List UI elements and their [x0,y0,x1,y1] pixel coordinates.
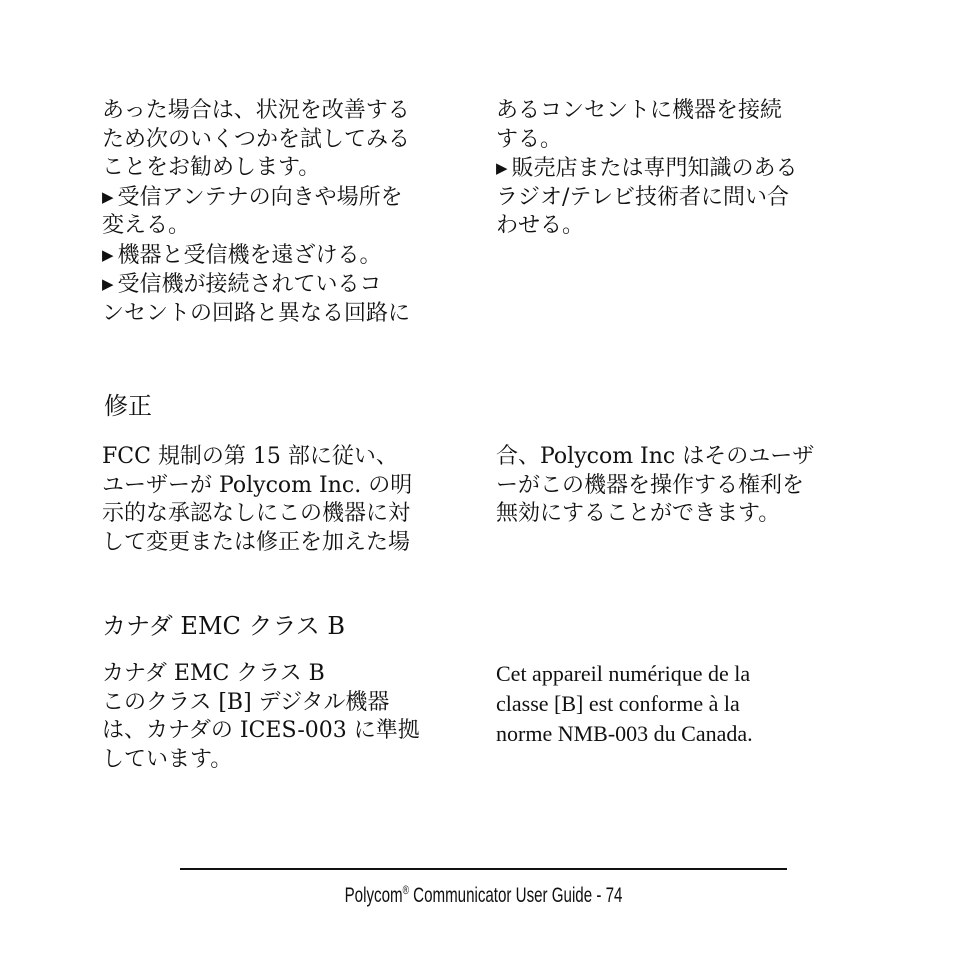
text-line: は、カナダの ICES-003 に準拠 [102,718,420,743]
text-line: ユーザーが Polycom Inc. の明 [102,472,413,498]
bullet-text: 機器と受信機を遠ざける。 [117,242,382,268]
text-line: このクラス [B] デジタル機器 [102,689,390,715]
modifications-right-column [496,443,814,529]
bullet-item [102,270,410,300]
bullet-triangle-icon: ▶ [496,159,508,177]
text-line: ーがこの機器を操作する権利を [496,472,805,498]
bullet-item [102,183,410,213]
footer-title-page: Communicator User Guide - 74 [408,884,623,907]
modifications-left-column [102,443,412,557]
bullet-item [102,241,410,271]
registered-mark: ® [402,883,409,897]
text-line: あるコンセントに機器を接続 [496,98,783,123]
bullet-triangle-icon: ▶ [102,245,114,264]
text-line: 無効にすることができます。 [496,501,781,526]
text-line: ンセントの回路と異なる回路に [102,300,411,326]
bullet-item [496,154,798,184]
text-line: して変更または修正を加えた場 [102,529,411,555]
text-line: あった場合は、状況を改善する [102,98,410,123]
text-line: norme NMB-003 du Canada. [496,721,753,746]
footer-divider [180,868,787,870]
text-line: 変える。 [102,213,191,238]
section-heading-canada-emc: カナダ EMC クラス B [102,612,346,640]
bullet-triangle-icon: ▶ [102,187,114,206]
text-line: ラジオ/テレビ技術者に問い合 [496,184,789,210]
bullet-text: 受信機が接続されているコ [117,272,382,297]
text-line: カナダ EMC クラス B [102,661,325,686]
page-footer [265,883,702,908]
text-line: 合、Polycom Inc はそのユーザ [496,444,815,469]
text-line: FCC 規制の第 15 部に従い、 [102,444,398,469]
section-heading-modifications: 修正 [104,392,152,420]
text-line: classe [B] est conforme à la [496,691,740,716]
bullet-triangle-icon: ▶ [102,275,114,293]
text-line: ため次のいくつかを試してみる [102,126,411,152]
text-line: Cet appareil numérique de la [496,661,751,686]
text-line: しています。 [102,746,233,772]
text-line: 示的な承認なしにこの機器に対 [102,501,411,526]
bullet-text: 受信アンテナの向きや場所を [117,184,403,210]
footer-brand: Polycom [344,884,403,907]
bullet-text: 販売店または専門知識のある [511,156,798,181]
text-line: ことをお勧めします。 [102,155,321,180]
remedies-right-column [496,97,798,241]
text-line: する。 [496,126,563,152]
canada-emc-french-text [496,659,753,749]
canada-emc-left-column [102,660,420,774]
text-line: わせる。 [496,213,585,238]
remedies-left-column [102,97,410,328]
